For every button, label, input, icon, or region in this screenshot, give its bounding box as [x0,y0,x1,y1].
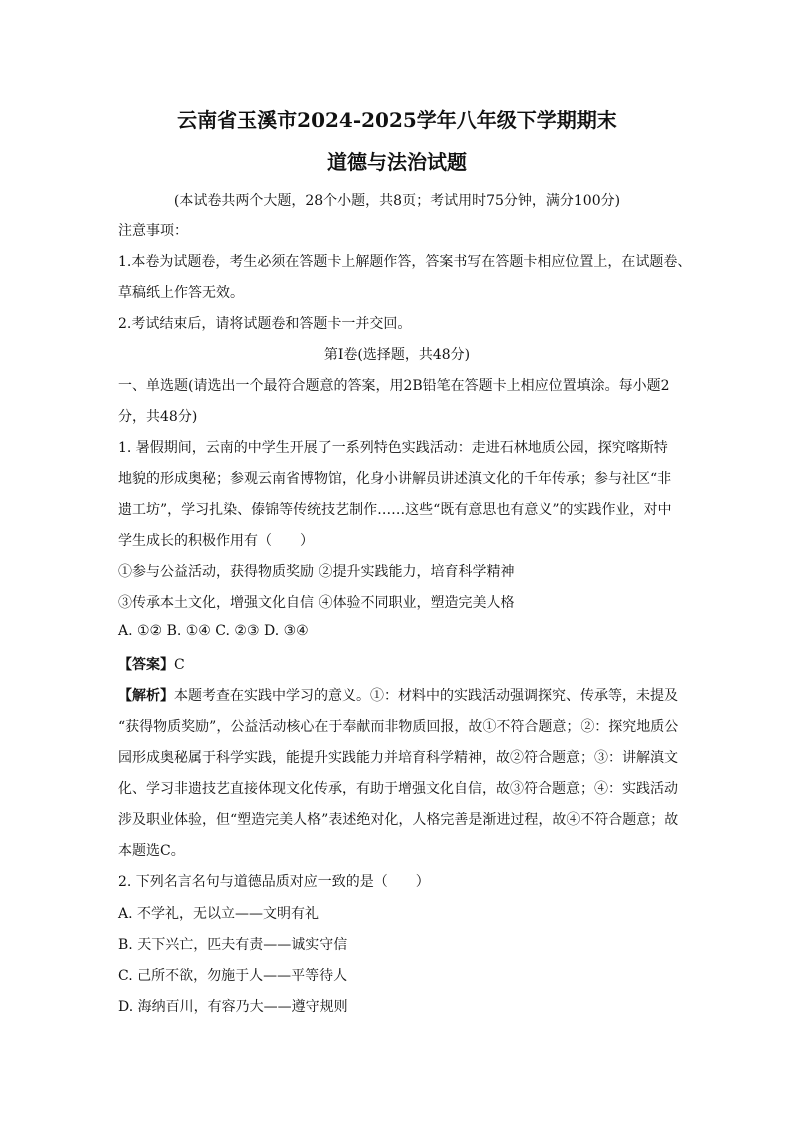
exam-info: (本试卷共两个大题，28个小题，共8页；考试用时75分钟，满分100分) [173,193,621,209]
question-1-analysis-line-4: 化、学习非遗技艺直接体现文化传承，有助于增强文化自信，故③符合题意；④：实践活动 [118,781,678,797]
question-1-stem-line-1: 1. 暑假期间，云南的中学生开展了一系列特色实践活动：走进石林地质公园，探究喀斯特 [118,440,668,456]
question-1-analysis-line-3: 园形成奥秘属于科学实践，能提升实践能力并培育科学精神，故②符合题意；③：讲解滇文 [118,750,678,766]
analysis-text: 本题考查在实践中学习的意义。①：材料中的实践活动强调探究、传承等，未提及 [174,688,678,704]
analysis-label: 【解析】 [118,688,174,704]
question-1-choices: A. ①② B. ①④ C. ②③ D. ③④ [118,623,309,639]
question-2-option-c: C. 己所不欲，勿施于人——平等待人 [118,968,348,984]
answer-value: C [174,657,185,673]
answer-label: 【答案】 [118,657,174,673]
section-title: 第Ⅰ卷(选择题，共48分) [323,347,471,363]
exam-title: 云南省玉溪市2024-2025学年八年级下学期期末 [177,108,617,132]
notes-item-1-line-2: 草稿纸上作答无效。 [118,285,244,301]
question-2-stem: 2. 下列名言名句与道德品质对应一致的是（ ） [118,874,430,890]
question-2-option-a: A. 不学礼，无以立——文明有礼 [118,906,320,922]
question-1-analysis-line-6: 本题选C。 [118,843,185,859]
question-2-option-b: B. 天下兴亡，匹夫有责——诚实守信 [118,937,348,953]
question-1-options-row-2: ③传承本土文化，增强文化自信 ④体验不同职业，塑造完美人格 [118,595,515,611]
section-instruction-line-2: 分，共48分) [118,409,198,425]
question-1-stem-line-2: 地貌的形成奥秘；参观云南省博物馆，化身小讲解员讲述滇文化的千年传承；参与社区“非 [118,471,672,487]
section-instruction-line-1: 一、单选题(请选出一个最符合题意的答案，用2B铅笔在答题卡上相应位置填涂。每小题2 [118,378,670,394]
question-1-options-row-1: ①参与公益活动，获得物质奖励 ②提升实践能力，培育科学精神 [118,564,515,580]
notes-item-1-line-1: 1.本卷为试题卷，考生必须在答题卡上解题作答，答案书写在答题卡相应位置上，在试题卷、 [118,254,692,270]
question-1-analysis-line-1 [118,685,678,705]
question-1-stem-line-3: 遗工坊”，学习扎染、傣锦等传统技艺制作……这些“既有意思也有意义”的实践作业，对中 [118,502,672,518]
exam-subject-title: 道德与法治试题 [327,150,467,174]
question-2-option-d: D. 海纳百川，有容乃大——遵守规则 [118,999,348,1015]
question-1-answer [118,654,185,674]
notes-heading: 注意事项： [118,223,188,239]
notes-item-2: 2.考试结束后，请将试题卷和答题卡一并交回。 [118,316,412,332]
question-1-analysis-line-2: “获得物质奖励”，公益活动核心在于奉献而非物质回报，故①不符合题意；②：探究地质公 [118,719,679,735]
question-1-analysis-line-5: 涉及职业体验，但“塑造完美人格”表述绝对化，人格完善是渐进过程，故④不符合题意；故 [118,812,679,828]
question-1-stem-line-4: 学生成长的积极作用有（ ） [118,533,314,549]
